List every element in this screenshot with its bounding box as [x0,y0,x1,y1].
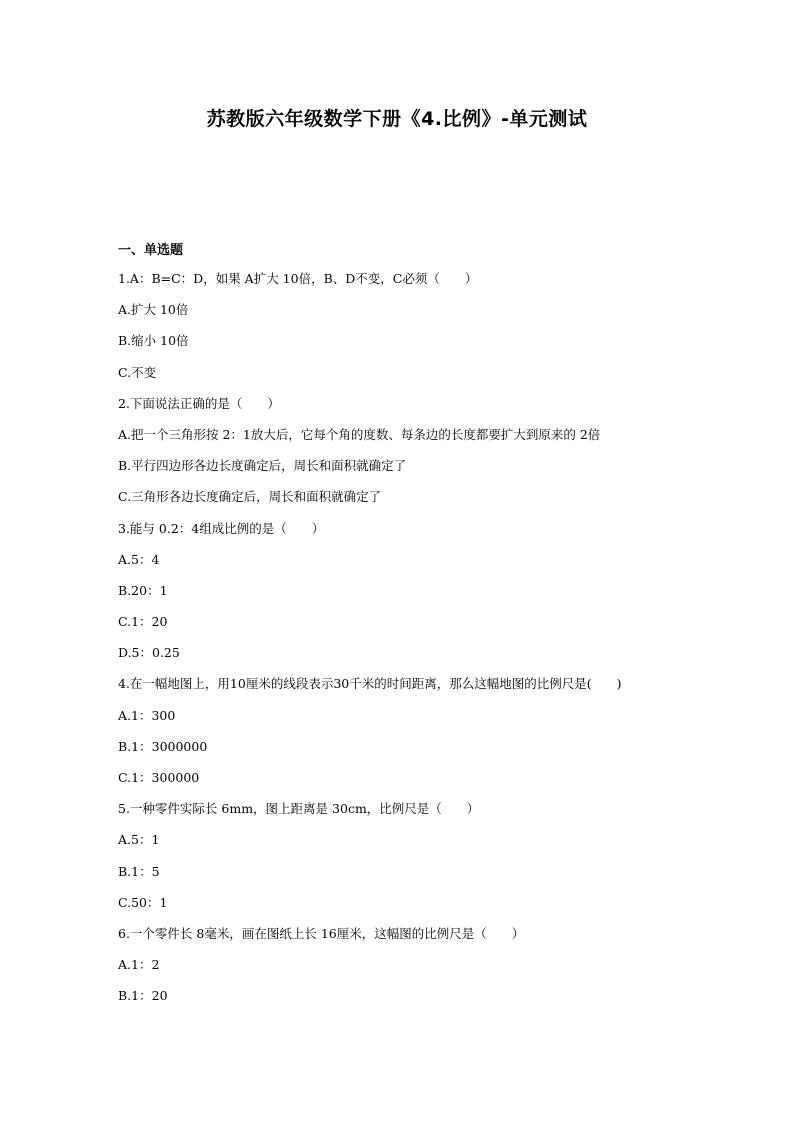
q2-option-b: B.平行四边形各边长度确定后，周长和面积就确定了 [118,458,407,474]
question-2: 2.下面说法正确的是（ ） [118,395,280,411]
q2-option-c: C.三角形各边长度确定后，周长和面积就确定了 [118,489,382,505]
q1-option-a: A.扩大 10倍 [118,302,189,318]
question-6: 6.一个零件长 8毫米，画在图纸上长 16厘米，这幅图的比例尺是（ ） [118,925,525,941]
q3-option-d: D.5：0.25 [118,645,180,661]
q2-option-a: A.把一个三角形按 2：1放大后，它每个角的度数、每条边的长度都要扩大到原来的 2倍 [118,426,601,442]
q4-option-b: B.1：3000000 [118,738,208,754]
q4-option-a: A.1：300 [118,707,176,723]
q1-option-b: B.缩小 10倍 [118,333,189,349]
document-title: 苏教版六年级数学下册《4.比例》-单元测试 [206,108,588,130]
q6-option-a: A.1：2 [118,957,160,973]
q1-option-c: C.不变 [118,364,157,380]
q6-option-b: B.1：20 [118,988,168,1004]
question-1: 1.A：B=C：D，如果 A扩大 10倍，B、D不变，C必须（ ） [118,271,478,286]
q5-option-b: B.1：5 [118,863,160,879]
question-4: 4.在一幅地图上，用10厘米的线段表示30千米的时间距离，那么这幅地图的比例尺是( ) [118,676,622,692]
question-5: 5.一种零件实际长 6mm，图上距离是 30cm，比例尺是（ ） [118,801,480,817]
q3-option-b: B.20：1 [118,582,168,598]
question-3: 3.能与 0.2：4组成比例的是（ ） [118,520,325,536]
q5-option-c: C.50：1 [118,894,168,910]
q3-option-a: A.5：4 [118,551,160,567]
q5-option-a: A.5：1 [118,832,160,848]
q3-option-c: C.1：20 [118,614,168,630]
question-list [118,270,718,1019]
q4-option-c: C.1：300000 [118,770,200,785]
section-heading: 一、单选题 [118,243,184,258]
